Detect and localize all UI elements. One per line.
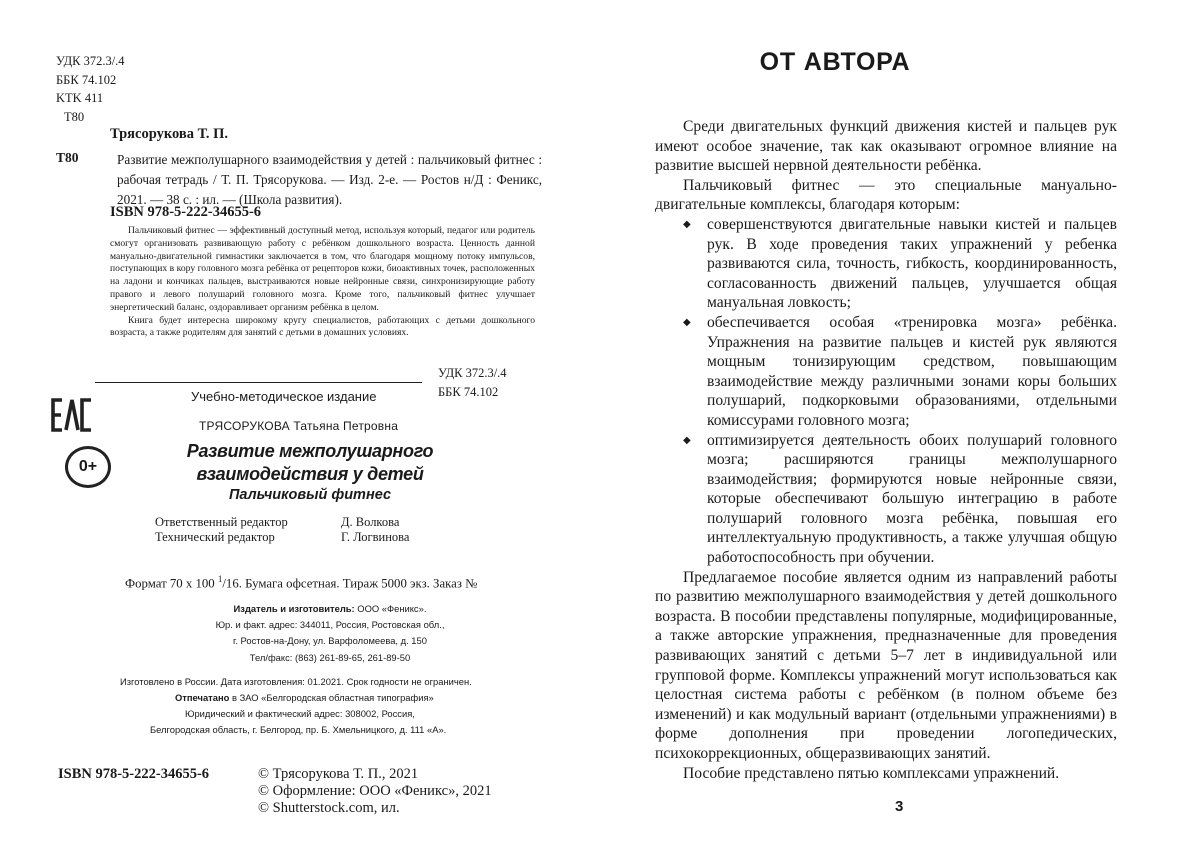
- printer-address-2: Белгородская область, г. Белгород, пр. Б. Хмельницкого, д. 111 «А».: [150, 724, 447, 736]
- copyright-block: [258, 766, 492, 817]
- page-number: 3: [895, 798, 904, 815]
- divider-line: [95, 382, 422, 383]
- publisher-address-2: г. Ростов-на-Дону, ул. Варфоломеева, д. 150: [233, 635, 427, 647]
- publisher-name: ООО «Феникс».: [354, 603, 427, 614]
- annotation-paragraph: Пальчиковый фитнес — эффективный доступный метод, используя который, педагог или родитель смогут организовать развивающую работу с ребёнком дошкольного возраста. Ценность данной мануально-двигательной гимнастики заключается в том, что благодаря мощному потоку импульсов, поступающих в кору головного мозга ребёнка от рецепторов кожи, биоактивных точек, расположенных на ладони и кончиках пальцев, выстраиваются новые нейронные связи, синхронизирующие работу правого и левого полушарий головного мозга. Кроме того, пальчиковый фитнес улучшает энергетический баланс, оздоравливает организм ребёнка в целом.: [110, 225, 535, 313]
- copyright-line: © Оформление: ООО «Феникс», 2021: [258, 783, 492, 799]
- printer-line: [120, 690, 480, 706]
- main-text: [655, 117, 1117, 783]
- list-item-text: обеспечивается особая «тренировка мозга» ребёнка. Упражнения на развитие пальцев и кистей рук являются мощным тонизирующим средством, повышающим взаимодействие между различными зонами коры больших полушарий, подкорковыми образованиями, отдельными комиссурами головного мозга;: [707, 313, 1117, 429]
- list-item: [655, 431, 1117, 568]
- book-title: Развитие межполушарного взаимодействия у детей: [186, 441, 434, 484]
- list-item: [655, 313, 1117, 431]
- credit-role: Технический редактор: [155, 530, 275, 544]
- credit-row: [155, 530, 409, 545]
- diamond-bullet-icon: ◆: [683, 218, 691, 230]
- author-sign: T80: [64, 109, 85, 124]
- author-mark: T80: [56, 150, 79, 165]
- bbk-code: ББК 74.102: [56, 72, 117, 87]
- publisher-address-1: Юр. и факт. адрес: 344011, Россия, Ростовская обл.,: [215, 619, 445, 631]
- format-fraction: 1: [217, 574, 223, 584]
- codes-bottom: [438, 364, 507, 401]
- publisher-line: [120, 601, 480, 617]
- udk-code: УДК 372.3/.4: [56, 54, 125, 68]
- list-item-text: оптимизируется деятельность обоих полушарий головного мозга; расширяются границы межполушарного взаимодействия; формируются новые нейронные связи, которые обеспечивают большую интеграцию в работе полушарий головного мозга ребёнка, повышая его интеллектуальную продуктивность, а также улучшая общую работоспособность при обучении.: [707, 431, 1117, 567]
- printer-address-1: Юридический и фактический адрес: 308002, Россия,: [185, 708, 415, 720]
- annotation: [110, 225, 535, 340]
- udk-code-2: УДК 372.3/.4: [438, 366, 507, 380]
- copyright-line: © Трясорукова Т. П., 2021: [258, 766, 419, 782]
- printed-label: Отпечатано: [175, 692, 230, 704]
- edition-type: Учебно-методическое издание: [191, 389, 377, 404]
- isbn-bottom: ISBN 978-5-222-34655-6: [58, 766, 210, 782]
- imprint: [120, 601, 480, 739]
- printer-name: в ЗАО «Белгородская областная типография»: [229, 692, 434, 704]
- made-in-line: Изготовлено в России. Дата изготовления: 01.2021. Срок годности не ограничен.: [120, 675, 472, 687]
- classification-codes: [56, 52, 125, 126]
- annotation-paragraph: Книга будет интересна широкому кругу специалистов, работающих с детьми дошкольного возраста, а также родителям для занятий с детьми в домашних условиях.: [110, 314, 535, 339]
- age-rating-badge: 0+: [65, 446, 111, 488]
- author-name: Трясорукова Т. П.: [110, 126, 228, 142]
- publisher-label: Издатель и изготовитель:: [233, 603, 355, 614]
- list-item: [655, 215, 1117, 313]
- copyright-line: © Shutterstock.com, ил.: [258, 800, 400, 816]
- ktk-code: KTK 411: [56, 91, 104, 105]
- bullet-list: [655, 215, 1117, 568]
- credit-role: Ответственный редактор: [155, 515, 288, 529]
- author-full-name: ТРЯСОРУКОВА Татьяна Петровна: [199, 419, 399, 433]
- format-text-rest: /16. Бумага офсетная. Тираж 5000 экз. Заказ №: [222, 576, 478, 591]
- bbk-code-2: ББК 74.102: [438, 384, 499, 399]
- credits: [155, 515, 409, 545]
- diamond-bullet-icon: ◆: [683, 316, 691, 328]
- page-heading: ОТ АВТОРА: [759, 48, 911, 76]
- credit-person: Г. Логвинова: [341, 530, 410, 544]
- diamond-bullet-icon: ◆: [683, 434, 691, 446]
- credit-person: Д. Волкова: [341, 515, 400, 529]
- paragraph: Предлагаемое пособие является одним из направлений работы по развитию межполушарного взаимодействия у детей дошкольного возраста. В пособии представлены популярные, модифицированные, а также авторские упражнения, предназначенные для проведения развивающих занятий с детьми 5–7 лет в индивидуальной или групповой форме. Комплексы упражнений могут использоваться как целостная система работы с ребёнком (в полном объеме без изменений) и как модульный вариант (отдельными упражнениями) в форме дополнения при проведении логопедических, психокоррекционных, общеразвивающих занятий.: [655, 568, 1117, 762]
- bibliographic-record: Развитие межполушарного взаимодействия у детей : пальчиковый фитнес : рабочая тетрадь / Т. П. Трясорукова. — Изд. 2-е. — Ростов н/Д : Феникс, 2021. — 38 с. : ил. — (Школа развития).: [117, 152, 542, 207]
- book-subtitle: Пальчиковый фитнес: [228, 487, 392, 503]
- format-text: Формат 70 x 100: [125, 576, 218, 591]
- paragraph: Пособие представлено пятью комплексами упражнений.: [683, 764, 1060, 782]
- credit-row: [155, 515, 409, 530]
- publisher-phone: Тел/факс: (863) 261-89-65, 261-89-50: [249, 651, 411, 663]
- list-item-text: совершенствуются двигательные навыки кистей и пальцев рук. В ходе проведения таких упражнений у ребенка развиваются сила, точность, гибкость, координированность, согласованность движений пальцев, улучшается общая мануальная ловкость;: [707, 215, 1117, 312]
- isbn-top: ISBN 978-5-222-34655-6: [110, 204, 262, 220]
- paragraph: Среди двигательных функций движения кистей и пальцев рук имеют особое значение, так как оказывают огромное влияние на развитие высшей нервной деятельности ребёнка.: [655, 118, 1117, 175]
- paragraph: Пальчиковый фитнес — это специальные мануально-двигательные комплексы, благодаря которым:: [655, 176, 1117, 214]
- format-line: [125, 574, 477, 591]
- eac-mark-icon: [50, 397, 94, 433]
